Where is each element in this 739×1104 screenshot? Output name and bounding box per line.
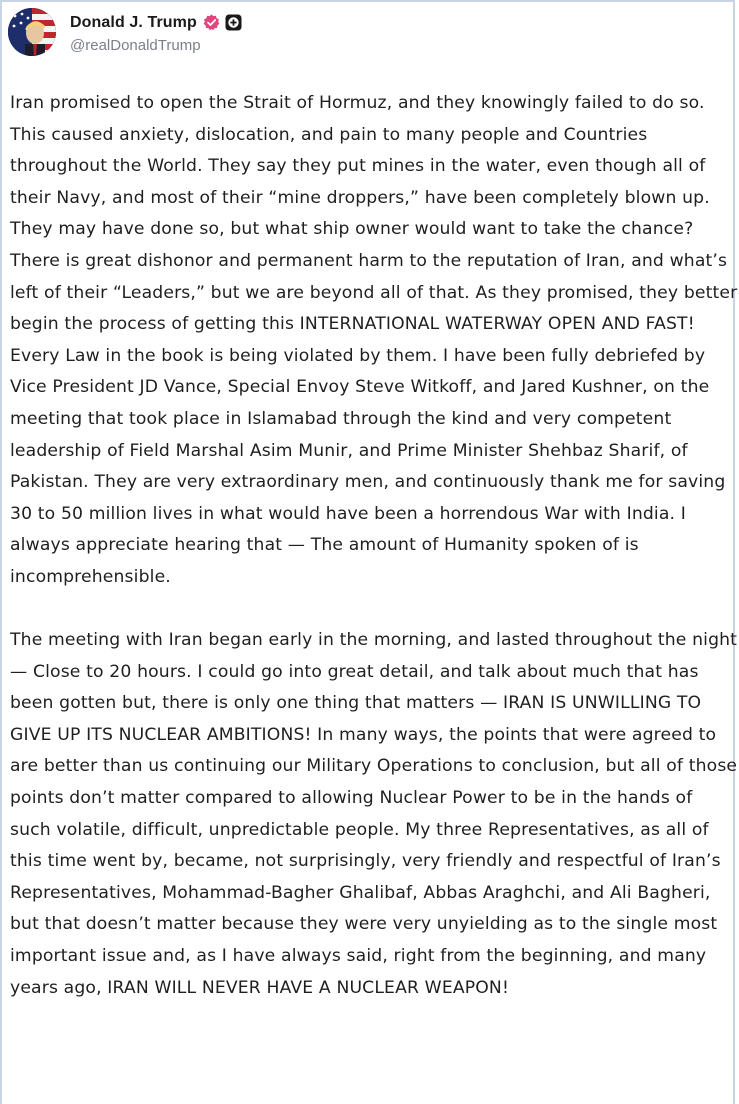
author-block [70,11,242,54]
avatar[interactable] [8,8,56,56]
post-paragraph-1: Iran promised to open the Strait of Hormuz, and they knowingly failed to do so. This caused anxiety, dislocation, and pain to many people and Countries throughout the World. They say they put mines in the water, even though all of their Navy, and most of their “mine droppers,” have been completely blown up. They may have done so, but what ship owner would want to take the chance? There is great dishonor and permanent harm to the reputation of Iran, and what’s left of their “Leaders,” but we are beyond all of that. As they promised, they better begin the process of getting this INTERNATIONAL WATERWAY OPEN AND FAST! Every Law in the book is being violated by them. I have been fully debriefed by Vice President JD Vance, Special Envoy Steve Witkoff, and Jared Kushner, on the meeting that took place in Islamabad through the kind and very competent leadership of Field Marshal Asim Munir, and Prime Minister Shehbaz Sharif, of Pakistan. They are very extraordinary men, and continuously thank me for saving 30 to 50 million lives in what would have been a horrendous War with India. I always appreciate hearing that — The amount of Humanity spoken of is incomprehensible. [10,93,738,587]
post-paragraph-2: The meeting with Iran began early in the morning, and lasted throughout the night — Close to 20 hours. I could go into great detail, and talk about much that has been gotten but, there is only one thing that matters — IRAN IS UNWILLING TO GIVE UP ITS NUCLEAR AMBITIONS! In many ways, the points that were agreed to are better than us continuing our Military Operations to conclusion, but all of those points don’t matter compared to allowing Nuclear Power to be in the hands of such volatile, difficult, unpredictable people. My three Representatives, as all of this time went by, became, not surprisingly, very friendly and respectful of Iran’s Representatives, Mohammad-Bagher Ghalibaf, Abbas Araghchi, and Ali Bagheri, but that doesn’t matter because they were very unyielding as to the single most important issue and, as I have always said, right from the beginning, and many years ago, IRAN WILL NEVER HAVE A NUCLEAR WEAPON! [10,630,738,998]
author-display-name[interactable]: Donald J. Trump [70,13,197,31]
verified-badge-icon [203,14,220,31]
author-handle[interactable]: @realDonaldTrump [70,36,201,54]
post-body [10,88,738,1004]
name-row [70,11,242,35]
post-header [8,6,242,58]
plus-icon[interactable] [225,14,242,31]
